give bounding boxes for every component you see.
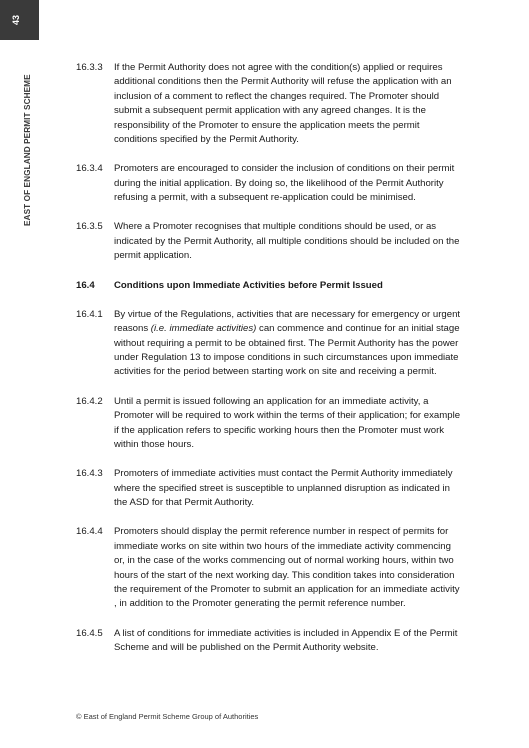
paragraph-16-4-4 — [76, 525, 462, 612]
paragraph-text — [114, 308, 462, 380]
page-number: 43 — [11, 15, 21, 26]
paragraph-text: Until a permit is issued following an application for an immediate activity, a Promoter will be required to work within the terms of their application; for example if the application refers to specific working hours then the Promoter must work within those hours. — [114, 395, 461, 450]
paragraph-16-3-5 — [76, 220, 462, 263]
paragraph-number: 16.4.5 — [76, 627, 103, 639]
section-title: Conditions upon Immediate Activities before Permit Issued — [114, 279, 383, 291]
section-heading-16-4 — [76, 279, 462, 293]
footer-copyright: © East of England Permit Scheme Group of Authorities — [76, 712, 259, 721]
paragraph-16-4-1 — [76, 308, 462, 380]
paragraph-number: 16.4.2 — [76, 395, 103, 407]
paragraph-text: Promoters are encouraged to consider the inclusion of conditions on their permit during the initial application. By doing so, the likelihood of the Permit Authority refusing a permit, with a subsequent re-application could be minimised. — [114, 163, 455, 204]
text-run: can commence and continue for an initial stage without requiring a permit to be obtained first. The Permit Authority has the power under Regulation 13 to impose conditions in such circumstances upon immediate activities for the period between starting work on site and receiving a permit. — [114, 323, 460, 378]
document-body — [76, 61, 462, 670]
paragraph-number: 16.4.3 — [76, 468, 103, 480]
paragraph-16-4-5 — [76, 627, 462, 656]
italic-text: (i.e. immediate activities) — [150, 323, 257, 335]
paragraph-text: If the Permit Authority does not agree with the condition(s) applied or requires additional conditions then the Permit Authority will refuse the application with an inclusion of a comment to reflect the changes required. The Promoter should submit a subsequent permit application with any agreed changes. It is the responsibility of the Promoter to ensure the application meets the permit conditions specified by the Permit Authority. — [114, 62, 452, 146]
paragraph-text: A list of conditions for immediate activities is included in Appendix E of the Permit Scheme and will be published on the Permit Authority website. — [114, 627, 458, 653]
paragraph-16-4-2 — [76, 395, 462, 453]
text-run: By virtue of the Regulations, activities that are necessary for emergency or urgent reasons — [114, 308, 461, 335]
paragraph-number: 16.3.3 — [76, 62, 103, 73]
paragraph-text: Where a Promoter recognises that multiple conditions should be used, or as indicated by the Permit Authority, all multiple conditions should be included on the permit application. — [114, 221, 460, 262]
paragraph-16-3-3 — [76, 61, 462, 148]
paragraph-number: 16.4.4 — [76, 526, 103, 538]
paragraph-16-4-3 — [76, 467, 462, 510]
paragraph-number: 16.3.4 — [76, 163, 103, 175]
side-title: EAST OF ENGLAND PERMIT SCHEME — [23, 74, 32, 226]
paragraph-number: 16.4.1 — [76, 308, 103, 320]
section-number: 16.4 — [76, 279, 95, 291]
paragraph-16-3-4 — [76, 162, 462, 205]
paragraph-text: Promoters of immediate activities must contact the Permit Authority immediately where the specified street is susceptible to unplanned disruption as indicated in the ASD for that Permit Authority. — [114, 468, 453, 508]
paragraph-number: 16.3.5 — [76, 221, 103, 233]
paragraph-text: Promoters should display the permit reference number in respect of permits for immediate works on site within two hours of the immediate activity commencing or, in the case of the works commencing out of normal working hours, within two hours of the start of the next working day. This condition takes into consideration the requirement of the Promoter to submit an application for an immediate activity , in addition to the Promoter generating the permit reference number. — [114, 526, 460, 610]
